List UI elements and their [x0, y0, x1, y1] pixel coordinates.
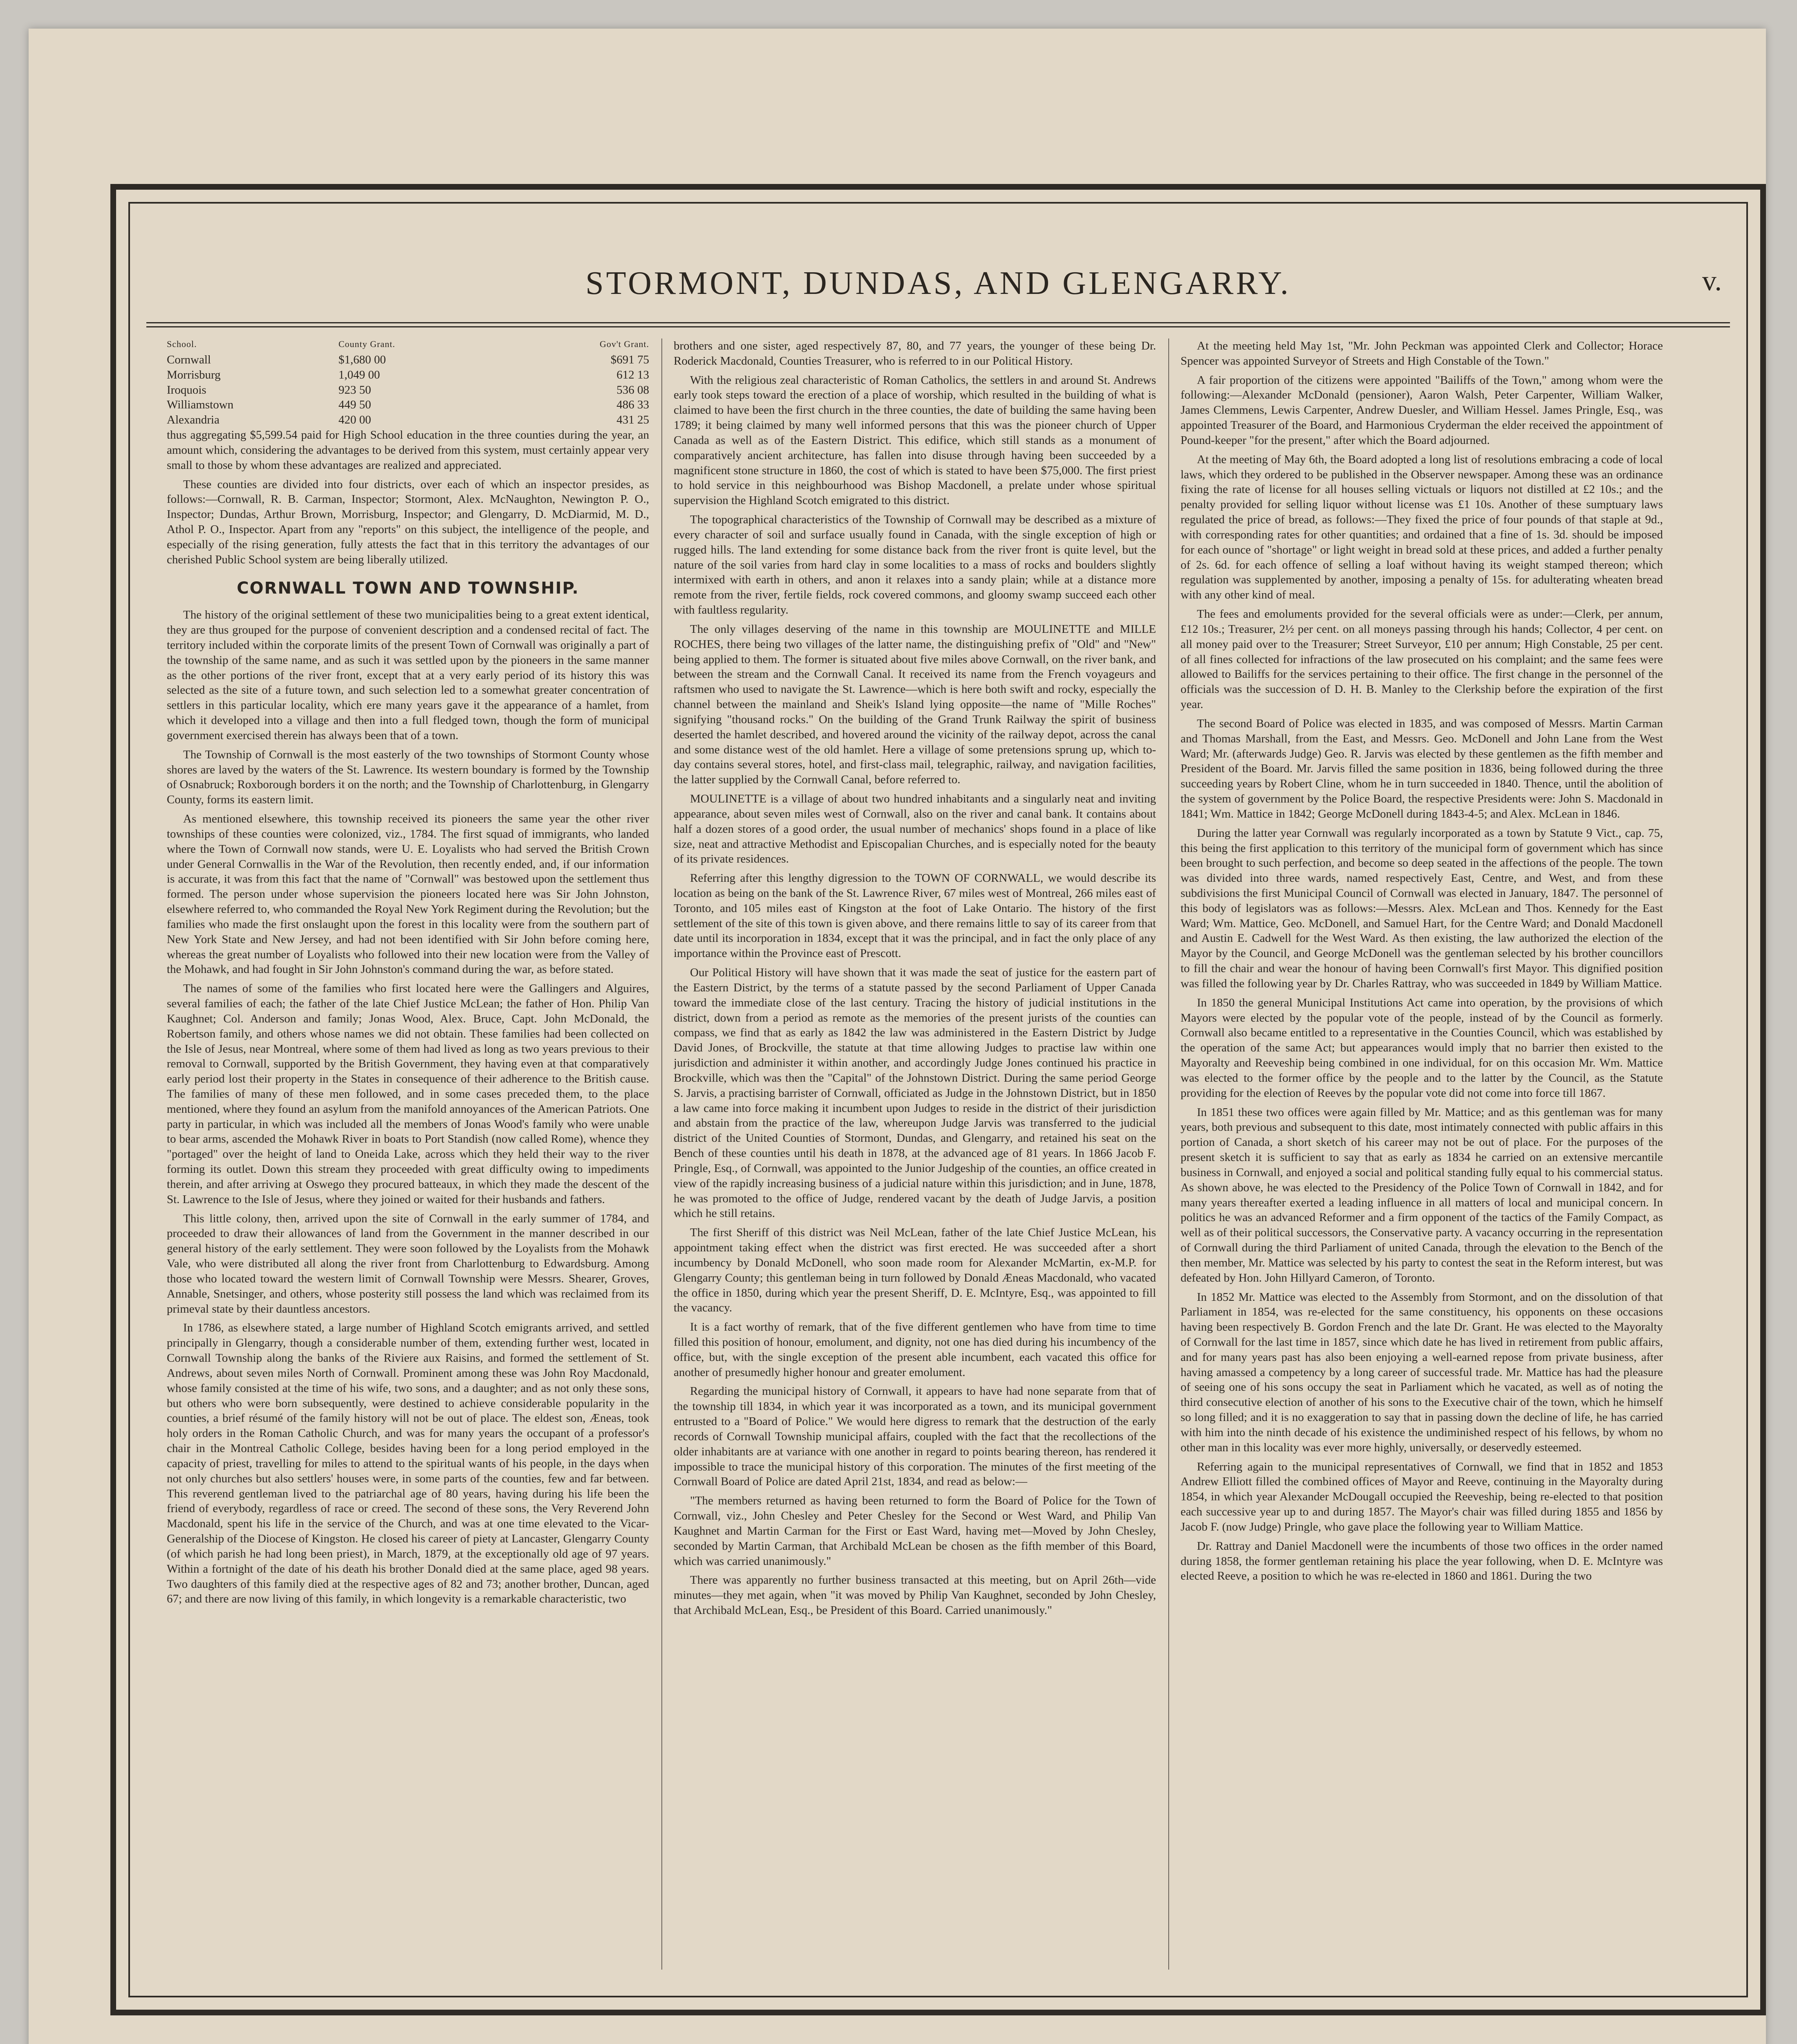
paragraph: This little colony, then, arrived upon the site of Cornwall in the early summer of 1784, and proceeded to draw their allowances of land from the Government in the manner described in our general history of the early settlement. They were soon followed by the Loyalists from the Mohawk Vale, who were distributed all along the river front from Charlottenburg to Edwardsburg. Among those who located toward the western limit of Cornwall Township were Messrs. Shearer, Groves, Annable, Snetsinger, and others, whose posterity still possess the land which was reclaimed from its primeval state by their dauntless ancestors. — [167, 1212, 649, 1316]
paragraph: The fees and emoluments provided for the several officials were as under:—Clerk, per annum, £12 10s.; Treasurer, 2½ per cent. on all moneys passing through his hands; Collector, 4 per cent. on all money paid over to the Treasurer; Street Surveyor, £10 per annum; High Constable, 25 per cent. of all fines collected for infractions of the law prosecuted on his complaint; and the same fees were allowed to Bailiffs for the services pertaining to their office. The first change in the personnel of the officials was the succession of D. H. B. Manley to the Clerkship before the expiration of the first year. — [1181, 607, 1663, 711]
grants-school: Alexandria — [167, 413, 220, 427]
grants-county: 1,049 00 — [338, 368, 380, 381]
grants-gov: 536 08 — [616, 383, 649, 397]
paragraph: In 1850 the general Municipal Institutions Act came into operation, by the provisions of which Mayors were elected by the popular vote of the people, instead of by the Council as formerly. Cornwall also became entitled to a representative in the Counties Council, which was established by the operation of the same Act; but appearances would imply that no barrier then existed to the Mayoralty and Reeveship being combined in one individual, for on this occasion Mr. Wm. Mattice was elected to the former office by the people and to the latter by the Council, as the Statute providing for the election of Reeves by the popular vote did not come into force till 1867. — [1181, 996, 1663, 1100]
page-title: STORMONT, DUNDAS, AND GLENGARRY. — [585, 265, 1291, 301]
paragraph: Referring again to the municipal representatives of Cornwall, we find that in 1852 and 1853 Andrew Elliott filled the combined offices of Mayor and Reeve, continuing in the Mayoralty during 1854, in which year Alexander McDougall occupied the Reeveship, being re-elected to that position each successive year up to and during 1857. The Mayor's chair was filled during 1855 and 1856 by Jacob F. (now Judge) Pringle, who gave place the following year to William Mattice. — [1181, 1460, 1663, 1533]
paragraph: The names of some of the families who first located here were the Gallingers and Alguires, several families of each; the father of the late Chief Justice McLean; the father of Hon. Philip Van Kaughnet; Col. Anderson and family; Jonas Wood, Alex. Bruce, Capt. John McDonald, the Robertson family, and others whose names we did not obtain. These families had been collected on the Isle of Jesus, near Montreal, where some of them had lived as long as two years previous to their removal to Cornwall, supported by the British Government, they having even at that comparatively early period lost their property in the States in consequence of their adherence to the British cause. The families of many of these men followed, and in some cases preceded them, to the place mentioned, where they found an asylum from the manifold annoyances of the American Patriots. One party in particular, in which was included all the members of Jonas Wood's family who were unable to bear arms, ascended the Mohawk River in boats to Port Standish (now called Rome), whence they "portaged" over the height of land to Oneida Lake, across which they held their way to the river forming its outlet. Down this stream they proceeded with great difficulty owing to impediments therein, and after arriving at Oswego they procured batteaux, in which they made the descent of the St. Lawrence to the Isle of Jesus, where they joined or waited for their husbands and fathers. — [167, 982, 649, 1206]
paragraph: In 1851 these two offices were again filled by Mr. Mattice; and as this gentleman was for many years, both previous and subsequent to this date, most intimately connected with public affairs in this portion of Canada, a short sketch of his career may not be out of place. For the purposes of the present sketch it is sufficient to say that as early as 1834 he carried on an extensive mercantile business in Cornwall, and enjoyed a social and political standing fully equal to his commercial status. As shown above, he was elected to the Presidency of the Police Town of Cornwall in 1842, and for many years thereafter exerted a leading influence in all matters of local and municipal concern. In politics he was an advanced Reformer and a firm opponent of the tactics of the Family Compact, as well as of their political successors, the Conservative party. A vacancy occurring in the representation of Cornwall during the third Parliament of united Canada, through the elevation to the Bench of the then member, Mr. Mattice was selected by his party to contest the seat in the Reform interest, but was defeated by Hon. John Hillyard Cameron, of Toronto. — [1181, 1105, 1663, 1284]
grants-row — [167, 383, 649, 398]
paragraph: MOULINETTE is a village of about two hundred inhabitants and a singularly neat and inviting appearance, about seven miles west of Cornwall, also on the river and canal bank. It contains about half a dozen stores of a good order, the usual number of mechanics' shops found in a place of like size, neat and attractive Methodist and Episcopalian Churches, and is especially noted for the beauty of its private residences. — [674, 792, 1156, 866]
grants-gov: 431 25 — [616, 413, 649, 427]
grants-school: Morrisburg — [167, 368, 221, 381]
grants-header-county: County Grant. — [338, 339, 395, 349]
column-1 — [167, 338, 649, 1970]
paragraph: In 1852 Mr. Mattice was elected to the Assembly from Stormont, and on the dissolution of that Parliament in 1854, was re-elected for the same constituency, his opponents on these occasions having been respectively B. Gordon French and the late Dr. Grant. He was elected to the Mayoralty of Cornwall for the last time in 1857, since which date he has lived in retirement from public affairs, and for many years past has also been enjoying a well-earned repose from private business, after having amassed a competency by a long career of successful trade. Mr. Mattice has had the pleasure of seeing one of his sons occupy the seat in Parliament which he vacated, as well as of noting the third consecutive election of another of his sons to the Executive chair of the town, which he himself so long filled; and it is no exaggeration to say that in passing down the decline of life, he has carried with him into the ninth decade of his existence the undiminished respect of his fellows, by whom no other man in this locality was ever more highly, universally, or deservedly esteemed. — [1181, 1290, 1663, 1454]
page-border — [110, 184, 1766, 2015]
grants-school: Iroquois — [167, 383, 206, 397]
grants-gov: 486 33 — [616, 398, 649, 412]
column-divider — [661, 338, 662, 1970]
grants-gov: $691 75 — [610, 353, 649, 366]
grants-header-school: School. — [167, 339, 197, 349]
paragraph: Referring after this lengthy digression to the TOWN OF CORNWALL, we would describe its location as being on the bank of the St. Lawrence River, 67 miles west of Montreal, 266 miles east of Toronto, and 105 miles east of Kingston at the foot of Lake Ontario. The history of the first settlement of the site of this town is given above, and there remains little to say of its career from that date until its incorporation in 1834, except that it was the principal, and in fact the only place of any importance within the Province east of Prescott. — [674, 872, 1156, 960]
grants-header — [167, 338, 649, 350]
paragraph: brothers and one sister, aged respectively 87, 80, and 77 years, the younger of these being Dr. Roderick Macdonald, Counties Treasurer, who is referred to in our Political History. — [674, 339, 1156, 368]
title-rule — [146, 322, 1730, 323]
grants-header-gov: Gov't Grant. — [599, 339, 649, 349]
paragraph: Regarding the municipal history of Cornwall, it appears to have had none separate from that of the township till 1834, in which year it was incorporated as a town, and its municipal government entrusted to a "Board of Police." We would here digress to remark that the destruction of the early records of Cornwall Township municipal affairs, coupled with the fact that the recollections of the older inhabitants are at variance with one another in regard to points bearing thereon, has rendered it impossible to trace the municipal history of this corporation. The minutes of the first meeting of the Cornwall Board of Police are dated April 21st, 1834, and read as below:— — [674, 1385, 1156, 1488]
page-inner-border — [128, 202, 1748, 1997]
grants-school: Cornwall — [167, 353, 211, 366]
paragraph: A fair proportion of the citizens were appointed "Bailiffs of the Town," among whom were the following:—Alexander McDonald (pensioner), Aaron Walsh, Peter Carpenter, William Walker, James Clemmens, Lewis Carpenter, Andrew Duesler, and William Hessel. James Pringle, Esq., was appointed Treasurer of the Board, and Harmonious Cryderman the elder received the appointment of Pound-keeper "for the present," after which the Board adjourned. — [1181, 373, 1663, 447]
paragraph: The only villages deserving of the name in this township are MOULINETTE and MILLE ROCHES, there being two villages of the latter name, the distinguishing prefix of "Old" and "New" being applied to them. The former is situated about five miles above Cornwall, on the river bank, and between the stream and the Cornwall Canal. It received its name from the French voyageurs and raftsmen who used to navigate the St. Lawrence—which is here both swift and rocky, especially the channel between the mainland and Sheik's Island lying opposite—the name of "Mille Roches" signifying "thousand rocks." On the building of the Grand Trunk Railway the spirit of business deserted the hamlet described, and hovered around the vicinity of the railway depot, across the canal and some distance west of the old hamlet. Here a village of some pretensions sprung up, which to-day contains several stores, hotel, and first-class mail, telegraphic, railway, and navigation facilities, the latter supplied by the Cornwall Canal, before referred to. — [674, 622, 1156, 787]
grants-county: 420 00 — [338, 413, 371, 427]
paragraph: Dr. Rattray and Daniel Macdonell were the incumbents of those two offices in the order named during 1858, the former gentleman retaining his place the year following, when D. E. McIntyre was elected Reeve, a position to which he was re-elected in 1860 and 1861. During the two — [1181, 1539, 1663, 1583]
paragraph: The topographical characteristics of the Township of Cornwall may be described as a mixture of every character of soil and surface usually found in Canada, with the single exception of high or rugged hills. The land extending for some distance back from the river front is quite level, but the nature of the soil varies from hard clay in some localities to a mass of rocks and boulders slightly intermixed with earth in others, and anon it relaxes into a sandy plain; while at a distance more remote from the river, fertile fields, rock covered commons, and gloomy swamp succeed each other with faultless regularity. — [674, 513, 1156, 617]
grants-row — [167, 368, 649, 383]
paragraph: In 1786, as elsewhere stated, a large number of Highland Scotch emigrants arrived, and settled principally in Glengarry, though a considerable number of them, extending further west, located in Cornwall Township along the banks of the Riviere aux Raisins, and formed the settlement of St. Andrews, about seven miles North of Cornwall. Prominent among these was John Roy Macdonald, whose family consisted at the time of his wife, two sons, and a daughter; and as not only these sons, but others who were born subsequently, were destined to achieve considerable popularity in the counties, a brief résumé of the family history will not be out of place. The eldest son, Æneas, took holy orders in the Roman Catholic Church, and was for many years the occupant of a professor's chair in the Montreal Catholic College, besides having been for a long period employed in the capacity of priest, travelling for miles to attend to the spiritual wants of his people, in the days when not only churches but also settlers' houses were, in some parts of the counties, few and far between. This reverend gentleman lived to the patriarchal age of 80 years, having during his life been the friend of everybody, regardless of race or creed. The second of these sons, the Very Reverend John Macdonald, spent his life in the service of the Church, and was at one time elevated to the Vicar-Generalship of the Diocese of Kingston. He closed his career of piety at Lancaster, Glengarry County (of which parish he had long been priest), in March, 1879, at the exceptionally old age of 97 years. Within a fortnight of the date of his death his brother Donald died at the same place, aged 98 years. Two daughters of this family died at the respective ages of 82 and 73; another brother, Duncan, aged 67; and there are now living of this family, in which longevity is a remarkable characteristic, two — [167, 1321, 649, 1606]
grants-gov: 612 13 — [616, 368, 649, 381]
grants-school: Williamstown — [167, 398, 234, 412]
grants-county: 449 50 — [338, 398, 371, 412]
page-number: v. — [1702, 265, 1722, 297]
paragraph: During the latter year Cornwall was regularly incorporated as a town by Statute 9 Vict., cap. 75, this being the first application to this territory of the municipal form of government which has since been brought to such perfection, and become so deep seated in the affections of the people. The town was divided into three wards, named respectively East, Centre, and West, and from these subdivisions the first Municipal Council of Cornwall was elected in January, 1847. The personnel of this body of legislators was as follows:—Messrs. Alex. McLean and Thos. Kennedy for the East Ward; Wm. Mattice, Geo. McDonell, and Samuel Hart, for the Centre Ward; and Donald Macdonell and Austin E. Cadwell for the West Ward. As then existing, the law authorized the election of the Mayor by the Council, and George McDonell was the gentleman selected by his brother councillors to fill the chair and wear the honour of having been Cornwall's first Mayor. This dignified position was filled the following year by Dr. Charles Rattray, who was succeeded in 1849 by William Mattice. — [1181, 826, 1663, 990]
paragraph: These counties are divided into four districts, over each of which an inspector presides, as follows:—Cornwall, R. B. Carman, Inspector; Stormont, Alex. McNaughton, Newington P. O., Inspector; Dundas, Arthur Brown, Morrisburg, Inspector; and Glengarry, D. McDiarmid, M. D., Athol P. O., Inspector. Apart from any "reports" on this subject, the intelligence of the people, and especially of the rising generation, fully attests the fact that in this territory the advantages of our cherished Public School system are being liberally utilized. — [167, 477, 649, 566]
section-heading: CORNWALL TOWN AND TOWNSHIP. — [237, 578, 579, 598]
page-sheet — [29, 29, 1766, 2044]
paragraph: Our Political History will have shown that it was made the seat of justice for the eastern part of the Eastern District, by the terms of a statute passed by the second Parliament of Upper Canada toward the immediate close of the last century. Tracing the history of judicial institutions in the district, down from a period as remote as the memories of the present jurists of the counties can compass, we find that as early as 1842 the law was administered in the Eastern District by Judge David Jones, of Brockville, the statute at that time allowing Judges to practise law within one jurisdiction and administer it within another, and accordingly Judge Jones continued his practice in Brockville, which was then the "Capital" of the Johnstown District. During the same period George S. Jarvis, a practising barrister of Cornwall, officiated as Judge in the Johnstown District, but in 1850 a law came into force making it incumbent upon Judges to reside in the district of their jurisdiction and abstain from the practice of the law, whereupon Judge Jarvis was transferred to the judicial district of the United Counties of Stormont, Dundas, and Glengarry, and retained his seat on the Bench of these counties until his death in 1878, at the advanced age of 81 years. In 1866 Jacob F. Pringle, Esq., of Cornwall, was appointed to the Junior Judgeship of the counties, an office created in view of the rapidly increasing business of a judicial nature within this jurisdiction; and in June, 1878, he was promoted to the office of Judge, rendered vacant by the death of Judge Jarvis, a position which he still retains. — [674, 966, 1156, 1220]
paragraph: As mentioned elsewhere, this township received its pioneers the same year the other river townships of these counties were colonized, viz., 1784. The first squad of immigrants, who landed where the Town of Cornwall now stands, were U. E. Loyalists who had served the British Crown under General Cornwallis in the War of the Revolution, then recently ended, and, if our information is accurate, it was from this fact that the name of "Cornwall" was bestowed upon the settlement thus formed. The person under whose supervision the pioneers located here was Sir John Johnston, elsewhere referred to, who commanded the Royal New York Regiment during the Revolution; but the families who made the first onslaught upon the forest in this locality were from the southern part of New York State and New Jersey, and had not been identified with Sir John before coming here, whereas the great number of Loyalists who followed into their new location were from the Valley of the Mohawk, and had fought in Sir John Johnston's command during the war, as before stated. — [167, 812, 649, 976]
paragraph: It is a fact worthy of remark, that of the five different gentlemen who have from time to time filled this position of honour, emolument, and dignity, not one has died during his incumbency of the office, but, with the single exception of the present able incumbent, each vacated this office for another of presumedly higher honour and greater emolument. — [674, 1320, 1156, 1379]
paragraph: At the meeting of May 6th, the Board adopted a long list of resolutions embracing a code of local laws, which they ordered to be published in the Observer newspaper. Among these was an ordinance fixing the rate of license for all houses selling victuals or liquors not distilled at £2 10s.; and the penalty provided for selling liquor without license was £1 10s. Another of these sumptuary laws regulated the price of bread, as follows:—They fixed the price of four pounds of that staple at 9d., with corresponding rates for other quantities; and ordained that a fine of 1s. 3d. should be imposed for each ounce of "shortage" or light weight in bread sold at these prices, and added a further penalty of 2s. 6d. for each offence of selling a loaf without having its weight stamped thereon; which regulation was supplemented by another, imposing a penalty of 15s. for adulterating wheaten bread with any other kind of meal. — [1181, 453, 1663, 602]
paragraph: With the religious zeal characteristic of Roman Catholics, the settlers in and around St. Andrews early took steps toward the erection of a place of worship, which resulted in the building of what is claimed to have been the first church in the three counties, the date of building the same having been 1789; it being claimed by many well informed persons that this was the pioneer church of Upper Canada as well as of the Eastern District. This edifice, which still stands as a monument of comparatively ancient architecture, has fallen into disuse through having been succeeded by a magnificent stone structure in 1860, the cost of which is stated to have been $75,000. The first priest to hold service in this neighbourhood was Bishop Macdonell, a prelate under whose spiritual supervision the Highland Scotch emigrated to this district. — [674, 373, 1156, 507]
column-3 — [1181, 338, 1663, 1970]
grants-row — [167, 412, 649, 428]
column-divider — [1168, 338, 1169, 1970]
title-rule-2 — [146, 326, 1730, 327]
quotation: "The members returned as having been returned to form the Board of Police for the Town of Cornwall, viz., John Chesley and Peter Chesley for the Second or West Ward, and Philip Van Kaughnet and Martin Carman for the First or East Ward, having met—Moved by John Chesley, seconded by Martin Carman, that Archibald McLean be chosen as the fifth member of this Board, which was carried unanimously." — [674, 1494, 1156, 1568]
paragraph: There was apparently no further business transacted at this meeting, but on April 26th—vide minutes—they met again, when "it was moved by Philip Van Kaughnet, seconded by John Chesley, that Archibald McLean, Esq., be President of this Board. Carried unanimously." — [674, 1573, 1156, 1617]
paragraph: The Township of Cornwall is the most easterly of the two townships of Stormont County whose shores are laved by the waters of the St. Lawrence. Its western boundary is formed by the Township of Osnabruck; Roxborough borders it on the north; and the Township of Charlottenburg, in Glengarry County, forms its eastern limit. — [167, 748, 649, 807]
column-2 — [674, 338, 1156, 1970]
paragraph: The history of the original settlement of these two municipalities being to a great extent identical, they are thus grouped for the purpose of convenient description and a condensed recital of fact. The territory included within the corporate limits of the present Town of Cornwall was originally a part of the township of the same name, and as such it was settled upon by the pioneers in the same manner as the other portions of the river front, except that at a very early period of its history this was selected as the site of a future town, and such selection led to a somewhat greater concentration of settlers in this particular locality, which ere many years gave it the appearance of a hamlet, from which it developed into a village and then into a full fledged town, though the form of municipal government exercised therein has always been that of a town. — [167, 608, 649, 742]
grants-row — [167, 352, 649, 368]
grants-county: 923 50 — [338, 383, 371, 397]
grants-county: $1,680 00 — [338, 353, 386, 366]
paragraph: The first Sheriff of this district was Neil McLean, father of the late Chief Justice McLean, his appointment taking effect when the district was first erected. He was succeeded after a short incumbency by Donald McDonell, who soon made room for Alexander McMartin, ex-M.P. for Glengarry County; this gentleman being in turn followed by Donald Æneas Macdonald, who vacated the office in 1850, during which year the present Sheriff, D. E. McIntyre, Esq., was appointed to fill the vacancy. — [674, 1226, 1156, 1315]
paragraph: At the meeting held May 1st, "Mr. John Peckman was appointed Clerk and Collector; Horace Spencer was appointed Surveyor of Streets and High Constable of the Town." — [1181, 339, 1663, 368]
paragraph: thus aggregating $5,599.54 paid for High School education in the three counties during the year, an amount which, considering the advantages to be derived from this system, must certainly appear very small to those by whom these advantages are realized and appreciated. — [167, 428, 649, 472]
grants-row — [167, 397, 649, 412]
paragraph: The second Board of Police was elected in 1835, and was composed of Messrs. Martin Carman and Thomas Marshall, from the East, and Messrs. Geo. McDonell and John Lane from the West Ward; Mr. (afterwards Judge) Geo. R. Jarvis was elected by these gentlemen as the fifth member and President of the Board. Mr. Jarvis filled the same position in 1836, being followed during the three succeeding years by Robert Cline, whom he in turn succeeded in 1840. Thence, until the abolition of the system of government by the Police Board, the respective Presidents were: John S. Macdonald in 1841; Wm. Mattice in 1842; George McDonell during 1843-4-5; and Alex. McLean in 1846. — [1181, 717, 1663, 820]
